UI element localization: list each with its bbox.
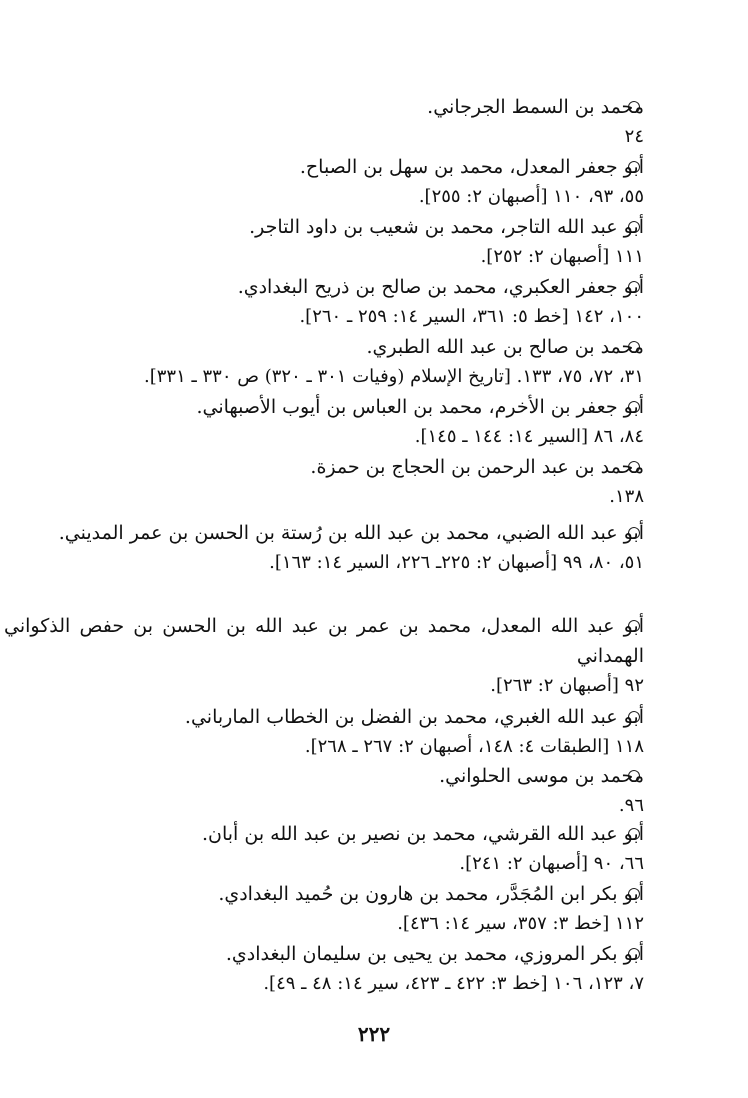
entry-name: أبو جعفر المعدل، محمد بن سهل بن الصباح.	[299, 156, 644, 178]
index-entry	[84, 212, 644, 272]
entry-refs: ١٣٨.	[609, 486, 644, 507]
index-entry	[84, 452, 644, 512]
index-entry	[84, 761, 644, 821]
entry-name: أبو بكر ابن المُجَدَّر، محمد بن هارون بن حُميد البغدادي.	[218, 883, 644, 905]
entry-name: محمد بن صالح بن عبد الله الطبري.	[366, 336, 644, 358]
entry-name: أبو عبد الله القرشي، محمد بن نصير بن عبد الله بن أبان.	[201, 823, 644, 845]
index-entry	[84, 152, 644, 212]
entry-name: أبو عبد الله المعدل، محمد بن عمر بن عبد الله بن الحسن بن حفص الذكواني الهمداني	[4, 615, 644, 667]
entry-name: أبو عبد الله الضبي، محمد بن عبد الله بن رُستة بن الحسن بن عمر المديني.	[58, 522, 644, 544]
index-entry	[84, 272, 644, 332]
entry-refs: ١١٨ [الطبقات ٤: ١٤٨، أصبهان ٢: ٢٦٧ ـ ٢٦٨].	[304, 736, 644, 757]
entry-refs: ٧، ١٢٣، ١٠٦ [خط ٣: ٤٢٢ ـ ٤٢٣، سير ١٤: ٤٨ ـ ٤٩].	[263, 973, 644, 994]
entry-refs: ٦٦، ٩٠ [أصبهان ٢: ٢٤١].	[459, 853, 644, 874]
entry-refs: ٢٤	[624, 126, 644, 147]
page-number: ٢٢٢	[357, 1022, 391, 1046]
index-entry	[84, 819, 644, 879]
index-entry	[84, 939, 644, 999]
entry-name: أبو عبد الله التاجر، محمد بن شعيب بن داود التاجر.	[249, 216, 644, 238]
entry-name: محمد بن عبد الرحمن بن الحجاج بن حمزة.	[310, 456, 644, 478]
entry-refs: ١٠٠، ١٤٢ [خط ٥: ٣٦١، السير ١٤: ٢٥٩ ـ ٢٦٠].	[299, 306, 644, 327]
entry-name: أبو جعفر العكبري، محمد بن صالح بن ذريح البغدادي.	[237, 276, 644, 298]
entry-refs: ٩٦.	[618, 795, 644, 816]
index-entry	[84, 702, 644, 762]
index-entry	[84, 392, 644, 452]
index-entry	[84, 92, 644, 152]
index-entry	[4, 332, 644, 392]
entry-refs: ٣١، ٧٢، ٧٥، ١٣٣. [تاريخ الإسلام (وفيات ٣٠١ ـ ٣٢٠) ص ٣٣٠ ـ ٣٣١].	[144, 366, 644, 387]
entry-name: أبو عبد الله الغبري، محمد بن الفضل بن الخطاب المارباني.	[184, 706, 644, 728]
entry-name: محمد بن السمط الجرجاني.	[427, 96, 644, 118]
entry-name: أبو جعفر بن الأخرم، محمد بن العباس بن أيوب الأصبهاني.	[196, 396, 644, 418]
entry-refs: ١١١ [أصبهان ٢: ٢٥٢].	[480, 246, 644, 267]
index-entry	[84, 879, 644, 939]
entry-refs: ١١٢ [خط ٣: ٣٥٧، سير ١٤: ٤٣٦].	[397, 913, 644, 934]
entry-refs: ٥١، ٨٠، ٩٩ [أصبهان ٢: ٢٢٥ـ ٢٢٦، السير ١٤: ١٦٣].	[269, 552, 644, 573]
entry-refs: ٨٤، ٨٦ [السير ١٤: ١٤٤ ـ ١٤٥].	[414, 426, 644, 447]
entry-name: محمد بن موسى الحلواني.	[439, 765, 644, 787]
entry-name: أبو بكر المروزي، محمد بن يحيى بن سليمان البغدادي.	[225, 943, 644, 965]
index-entry	[4, 611, 644, 701]
entry-refs: ٥٥، ٩٣، ١١٠ [أصبهان ٢: ٢٥٥].	[418, 186, 644, 207]
entry-refs: ٩٢ [أصبهان ٢: ٢٦٣].	[490, 675, 644, 696]
index-entry	[4, 518, 644, 578]
